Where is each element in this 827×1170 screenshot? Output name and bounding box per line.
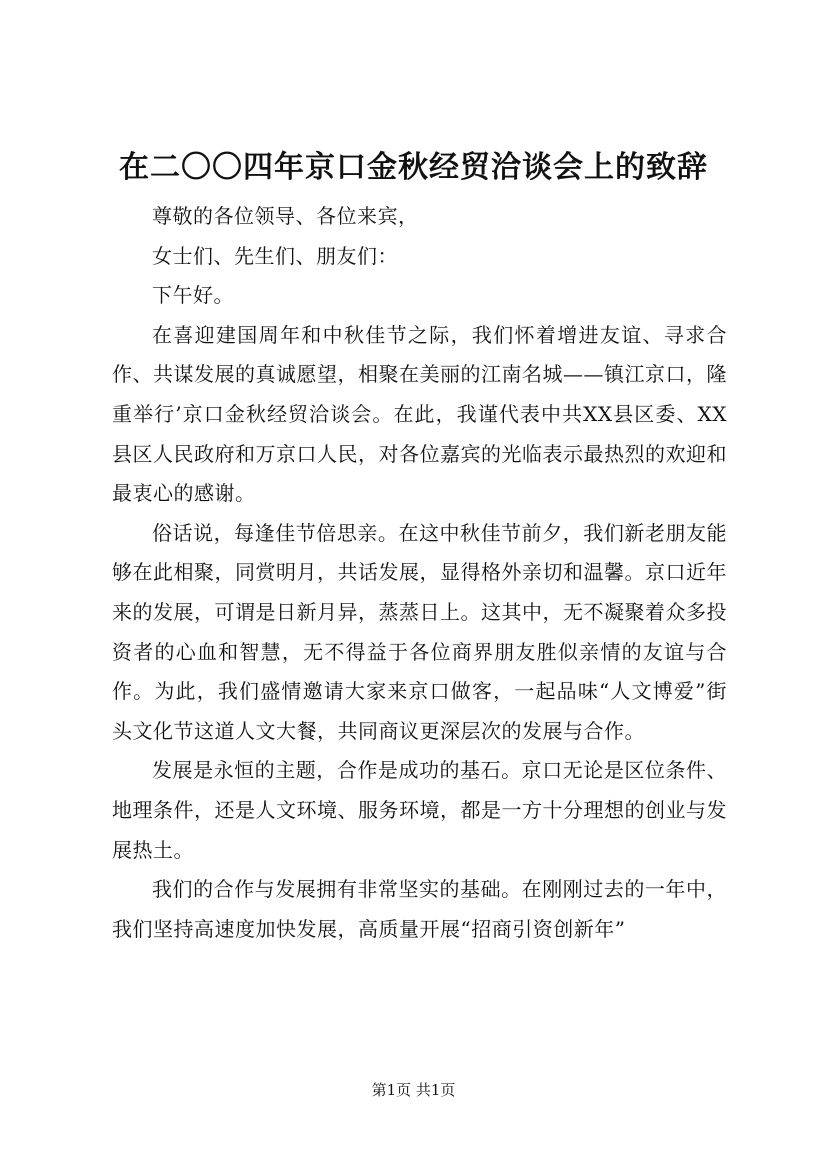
salutation-line: 女士们、先生们、朋友们： (152, 243, 398, 268)
document-title: 在二〇〇四年京口金秋经贸洽谈会上的致辞 (119, 150, 708, 185)
greeting-line: 下午好。 (152, 283, 234, 308)
body-paragraph: 在喜迎建国周年和中秋佳节之际，我们怀着增进友谊、寻求合作、共谋发展的真诚愿望，相聚在美丽的江南名城——镇江京口，隆重举行’京口金秋经贸洽谈会。在此，我谨代表中共XX县区委、XX县区人民政府和万京口人民，对各位嘉宾的光临表示最热烈的欢迎和最衷心的感谢。 (112, 322, 727, 506)
body-paragraph: 俗话说，每逢佳节倍思亲。在这中秋佳节前夕，我们新老朋友能够在此相聚，同赏明月，共话发展，显得格外亲切和温馨。京口近年来的发展，可谓是日新月异，蒸蒸日上。这其中，无不凝聚着众多投资者的心血和智慧，无不得益于各位商界朋友胜似亲情的友谊与合作。为此，我们盛情邀请大家来京口做客，一起品味“人文博爱”街头文化节这道人文大餐，共同商议更深层次的发展与合作。 (112, 520, 727, 743)
body-paragraph: 我们的合作与发展拥有非常坚实的基础。在刚刚过去的一年中，我们坚持高速度加快发展，高质量开展“招商引资创新年” (112, 877, 727, 941)
page-footer: 第1页 共1页 (371, 1081, 456, 1099)
body-paragraph: 发展是永恒的主题，合作是成功的基石。京口无论是区位条件、地理条件，还是人文环境、服务环境，都是一方十分理想的创业与发展热土。 (112, 758, 727, 862)
salutation-line: 尊敬的各位领导、各位来宾， (152, 204, 419, 228)
document-body (112, 197, 727, 949)
